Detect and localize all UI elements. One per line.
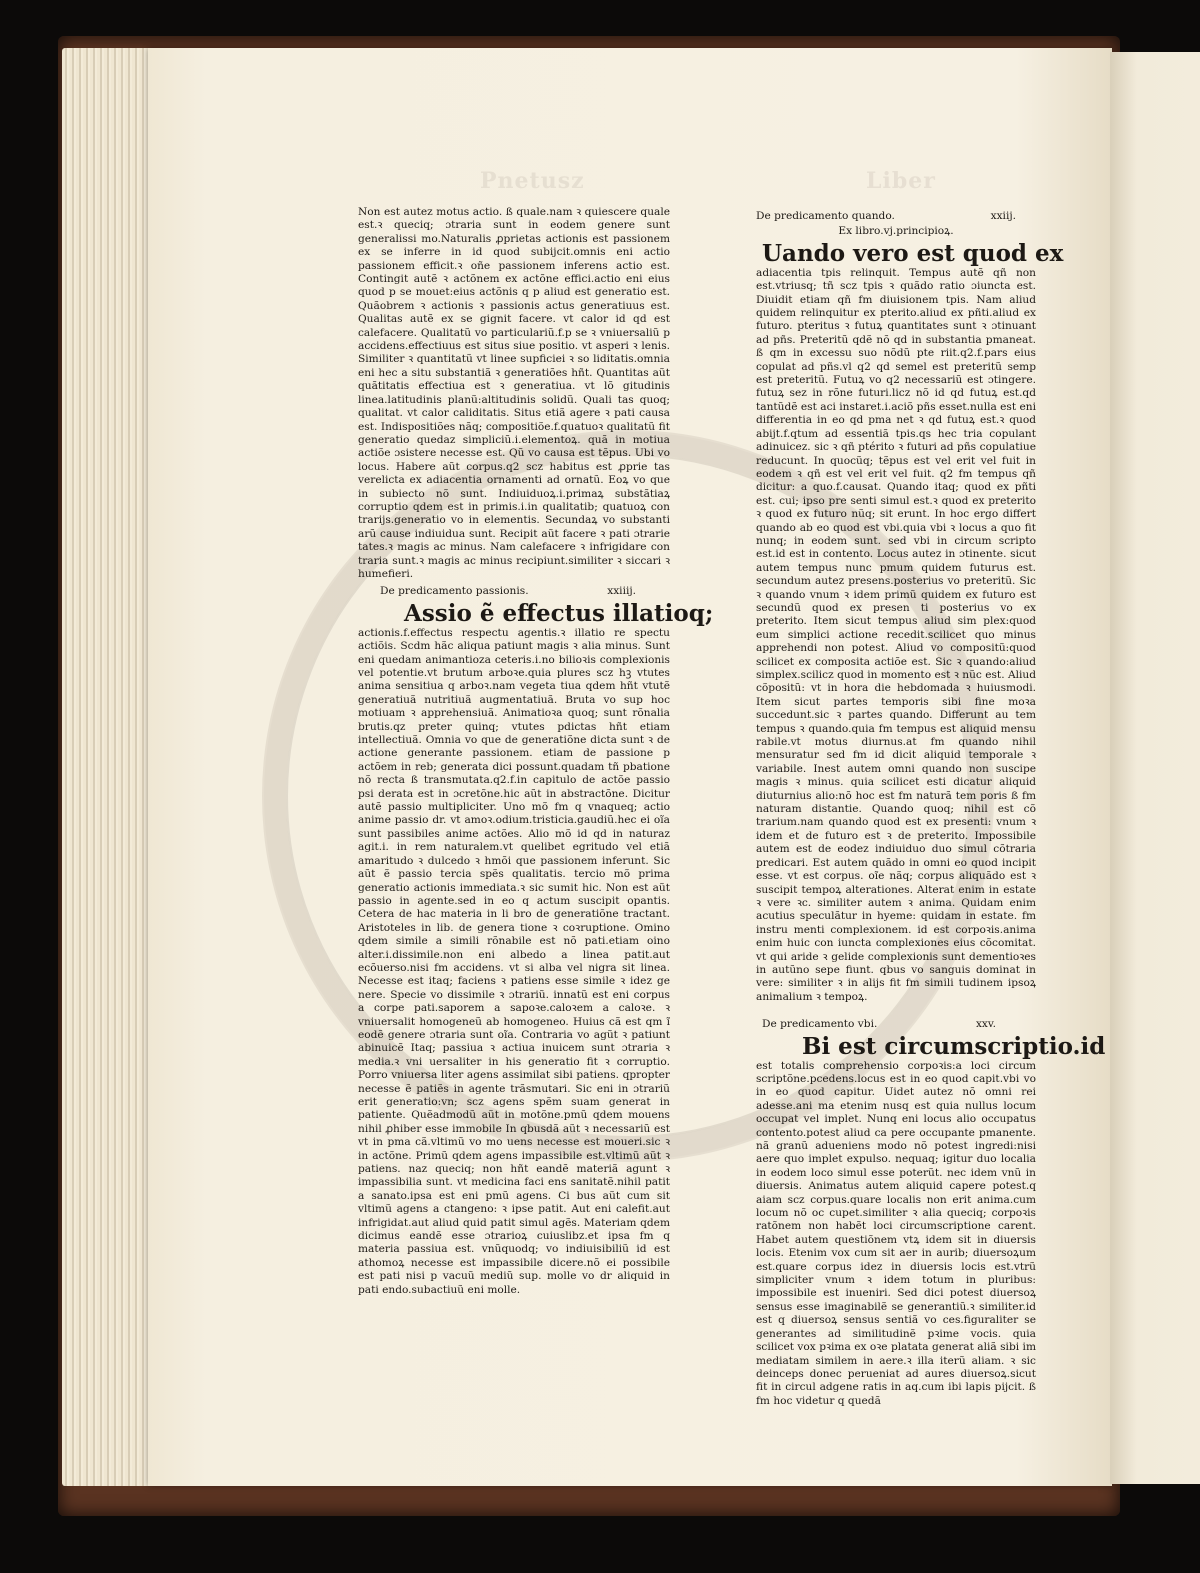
- section-title: De predicamento vbi.: [762, 1018, 878, 1031]
- paragraph: est totalis comprehensio corpoꝛis:a loci circum scriptõne.pcedens.locus est in eo quod capit.vbi vo in eo quod capitur. Uidet autez nõ omni rei adesse.ani ma etenim nusq est quia nullus locum occupat vel implet. Nunq eni locus alio occupatus contento.potest aliud ca pere occupante pmanente. nã granũ adueniens modo nõ potest ingredi:nisi aere quo implet expulso. nequaq; igitur duo localia in eodem loco simul esse poterũt. nec idem vnũ in diuersis. Animatus autem aliquid capere potest.q aiam scz corpus.quare localis non erit anima.cum locum nõ oc cupet.similiter ꝛ alia queciq; corpoꝛis ratõnem non habẽt loci circumscriptione carent. Habet autem questiõnem vtꝝ idem sit in diuersis locis. Etenim vox cum sit aer in aurib; diuersoꝝum est.quare corpus idez in diuersis locis est.vtrũ simpliciter vnum ꝛ idem totum in pluribus: impossibile est inueniri. Sed dici potest diuersoꝝ sensus esse imaginabilẽ se generantiũ.ꝛ similiter.id est q diuersoꝝ sensus sentiã vo ces.figuraliter se generantes ad similitudinẽ pꝛime vocis. quia scilicet vox pꝛima ex oꝛe platata generat aliã sibi im mediatam similem in aere.ꝛ illa iterũ aliam. ꝛ sic deinceps donec perueniat ad aures diuersoꝝ.sicut fit in circul adgene ratis in aq.cum ibi lapis pijcit. ß fm hoc videtur q quedã: [756, 1059, 1036, 1407]
- section-heading: [756, 210, 1036, 223]
- section-initial-line: Assio ẽ effectus illatioq;: [404, 599, 714, 627]
- section-initial-line: Bi est circumscriptio.id: [802, 1032, 1106, 1060]
- section-subtitle: Ex libro.vj.principioꝝ.: [838, 225, 954, 238]
- paragraph: adiacentia tpis relinquit. Tempus autẽ qñ non est.vtriusq; tñ scz tpis ꝛ quãdo ratio ɔiuncta est. Diuidit etiam qñ fm diuisionem tpis. Nam aliud quidem relinquitur ex pterito.aliud ex pñti.aliud ex futuro. pteritus ꝛ futuꝝ quantitates sunt ꝛ ɔtinuant ad pñs. Preteritũ qdẽ nõ qd in substantia pmaneat. ß qm in excessu suo nõdũ pte riit.q2.f.pars eius copulat ad pñs.vl q2 qd semel est preteritũ semp est preteritũ. Futuꝝ vo q2 necessariũ est ɔtingere. futuꝝ sez in rõne futuri.licz nõ id qd futuꝝ est.qd tantũdẽ est aci instaret.i.aciõ pñs esset.nulla est eni differentia in eo qd pma net ꝛ qd futuꝝ est.ꝛ quod abijt.f.qtum ad essentiã tpis.qs hec tria copulant adinuicez. sic ꝛ qñ ptérito ꝛ futuri ad pñs copulatiue reducunt. In quocũq; tẽpus est vel erit vel fuit in eodem ꝛ qñ est vel erit vel fuit. q2 fm tempus qñ dicitur: a quo.f.causat. Quando itaq; quod ex pñti est. cui; ipso pre senti simul est.ꝛ quod ex preterito ꝛ quod ex futuro nũq; sit erunt. In hoc ergo differt quando ab eo quod est vbi.quia vbi ꝛ locus a quo fit nunq; in eodem sunt. sed vbi in circum scripto est.id est in contento. Locus autez in ɔtinente. sicut autem tempus nunc pmum quidem futurus est. secundum autez presens.posterius vo preteritũ. Sic ꝛ quando vnum ꝛ idem primũ quidem ex futuro est secundũ quod ex presen ti posterius vo ex preterito. Item sicut tempus aliud sim plex:quod eum simplici actione recedit.scilicet quo minus apprehendi non potest. Aliud vo compositũ:quod scilicet ex composita actiõe est. Sic ꝛ quando:aliud simplex.scilicz quod in momento est ꝛ nũc est. Aliud cõpositũ: vt in hora die hebdomada ꝛ huiusmodi. Item sicut partes temporis sibi fine moꝛa succedunt.sic ꝛ partes quando. Differunt au tem tempus ꝛ quando.quia fm tempus est aliquid mensu rabile.vt motus diurnus.at fm quando nihil mensuratur sed fm id dicit aliquid temporale ꝛ variabile. Inest autem omni quando non suscipe magis ꝛ minus. quia scilicet esti dicatur aliquid diuturnius alio:nõ hoc est fm naturã tem poris ß fm naturam distantie. Quando quoq; nihil est cõ trarium.nam quando quod est ex presenti: vnum ꝛ idem et de futuro est ꝛ de preterito. Impossibile autem est de eodez indiuiduo duo simul cõtraria predicari. Est autem quãdo in omni eo quod incipit esse. vt est corpus. oĩe nãq; corpus aliquãdo est ꝛ suscipit tempoꝝ alterationes. Alterat enim in estate ꝛ vere ꝛc. similiter autem ꝛ anima. Quidam enim acutius speculãtur in hyeme: quidam in estate. fm instru menti complexionem. id est corpoꝛis.anima enim huic con iuncta complexiones eius cõcomitat. vt qui aride ꝛ gelide complexionis sunt dementioꝛes in autũno sepe fiunt. qbus vo sanguis dominat in vere: similiter ꝛ in alijs fit fm simili tudinem ipsoꝝ animalium ꝛ tempoꝝ.: [756, 266, 1036, 1003]
- paragraph: Non est autez motus actio. ß quale.nam ꝛ quiescere quale est.ꝛ queciq; ɔtraria sunt in eodem genere sunt generalissi mo.Naturalis ꝓprietas actionis est passionem ex se inferre in id quod subijcit.omnis eni actio passionem efficit.ꝛ oñe passionem inferens actio est. Contingit autẽ ꝛ actõnem ex actõne effici.actio eni eius quod p se mouet:eius actõnis q p aliud est generatio est. Quãobrem ꝛ actionis ꝛ passionis actus generatiuus est. Qualitas autẽ ex se gignit facere. vt calor id qd est calefacere. Qualitatũ vo particulariũ.f.p se ꝛ vniuersaliũ p accidens.effectiuus est situs siue positio. vt asperi ꝛ lenis. Similiter ꝛ quantitatũ vt linee supficiei ꝛ so liditatis.omnia eni hec a situ substantiã ꝛ generatiões hñt. Quantitas aũt quãtitatis effectiua est ꝛ generatiua. vt lõ gitudinis linea.latitudinis planũ:altitudinis solidũ. Quali tas quoq; qualitat. vt calor caliditatis. Situs etiã agere ꝛ pati causa est. Indispositiões nãq; compositiõe.f.quatuoꝛ qualitatũ fit generatio quedaz simpliciũ.i.elementoꝝ. quã in motiua actiõe ɔsistere necesse est. Qũ vo causa est tẽpus. Ubi vo locus. Habere aũt corpus.q2 scz habitus est ꝓprie tas verelicta ex adiacentia ornamenti ad ornatũ. Eoꝝ vo que in subiecto nõ sunt. Indiuiduoꝝ.i.primaꝝ substãtiaꝝ corruptio qdem est in primis.i.in qualitatib; quatuoꝝ con trarijs.generatio vo in elementis. Secundaꝝ vo substanti arũ cause indiuidua sunt. Recipit aũt facere ꝛ pati ɔtrarie tates.ꝛ magis ac minus. Nam calefacere ꝛ infrigidare con traria sunt.ꝛ magis ac minus recipiunt.similiter ꝛ siccari ꝛ humefieri.: [358, 206, 670, 580]
- section-initial-line: Uando vero est quod ex: [762, 239, 1064, 267]
- section-number: xxiij.: [990, 210, 1016, 222]
- section-heading: [756, 1018, 1036, 1031]
- section-heading: [358, 585, 670, 598]
- facing-page-edge: [1110, 52, 1200, 1484]
- page-edges: [62, 48, 156, 1486]
- right-text-column: [756, 206, 1106, 1407]
- section-title: De predicamento passionis.: [380, 585, 529, 598]
- section-number: xxiiij.: [607, 585, 636, 598]
- section-number: xxv.: [975, 1018, 996, 1031]
- show-through-header-left: Pnetusz: [480, 168, 585, 194]
- section-title: De predicamento quando.: [756, 210, 895, 222]
- paragraph: actionis.f.effectus respectu agentis.ꝛ illatio re spectu actiõis. Scdm hãc aliqua patiunt magis ꝛ alia minus. Sunt eni quedam animantioza ceteris.i.no bilioꝛis complexionis vel potentie.vt brutum arboꝛe.quia plures scz hꝫ vtutes anima sensitiua q arboꝛ.nam vegeta tiua qdem hñt vtutẽ generatiuã nutritiuã augmentatiuã. Bruta vo sup hoc motiuam ꝛ apprehensiuã. Animatioꝛa quoq; sunt rõnalia brutis.qz preter quinq; vtutes pdictas hñt etiam intellectiuã. Omnia vo que de generatiõne dicta sunt ꝛ de actione generante passionem. etiam de passione p actõem in reb; generata dici possunt.quadam tñ pbatione nõ recta ß transmutata.q2.f.in capitulo de actõe passio psi derata est in ɔcretõne.hic aũt in abstractõne. Dicitur autẽ passio multipliciter. Uno mõ fm q vnaqueq; actio anime passio dr. vt amoꝛ.odium.tristicia.gaudiũ.hec ei oĩa sunt passibiles anime actões. Alio mõ id qd in naturaz agit.i. in rem naturalem.vt quelibet egritudo vel etiã amaritudo ꝛ dulcedo ꝛ hmõi que passionem inferunt. Sic aũt ẽ passio tercia spẽs qualitatis. tercio mõ prima generatio actionis immediata.ꝛ sic sumit hic. Non est aũt passio in agente.sed in eo q actum suscipit opantis. Cetera de hac materia in li bro de generatiõne tractant. Aristoteles in lib. de genera tione ꝛ coꝛruptione. Omino qdem simile a simili rõnabile est nõ pati.etiam oino alter.i.dissimile.non eni albedo a linea patit.aut ecõuerso.nisi fm accidens. vt si alba vel nigra sit linea. Necesse est itaq; faciens ꝛ patiens esse simile ꝛ idez ge nere. Specie vo dissimile ꝛ ɔtrariũ. innatũ est eni corpus a corpe pati.saporem a sapoꝛe.caloꝛem a caloꝛe. ꝛ vniuersalit homogeneũ ab homogeneo. Huius cã est qm ĩ eodẽ genere ɔtraria sunt oĩa. Contraria vo agũt ꝛ patiunt abinuicẽ Itaq; passiua ꝛ actiua inuicem sunt ɔtraria ꝛ media.ꝛ vni uersaliter in his generatio fit ꝛ corruptio. Porro vniuersa liter agens assimilat sibi patiens. qpropter necesse ẽ patiẽs in agente trãsmutari. Sic eni in ɔtrariũ erit generatio:vn; scz agens spẽm suam generat in patiente. Quẽadmodũ aũt in motõne.pmũ qdem mouens nihil ꝓhiber esse immobile In qbusdã aũt ꝛ necessariũ est vt in pma cã.vltimũ vo mo uens necesse est moueri.sic ꝛ in actõne. Primũ qdem agens impassibile est.vltimũ aũt ꝛ patiens. naz queciq; non hñt eandẽ materiã agunt ꝛ impassibilia sunt. vt medicina faci ens sanitatẽ.nihil patit a sanato.ipsa est eni pmũ agens. Ci bus aũt cum sit vltimũ agens a ctangeno: ꝛ ipse patit. Aut eni calefit.aut infrigidat.aut aliud quid patit simul agẽs. Materiam qdem dicimus eandẽ esse ɔtrarioꝝ cuiuslibz.et ipsa fm q materia passiua est. vnũquodq; vo indiuisibiliũ id est athomoꝝ necesse est impassibile dicere.nõ ei possibile est pati nisi p vacuũ mediũ sup. molle vo dr aliquid in pati endo.subactiuũ eni molle.: [358, 626, 670, 1296]
- show-through-header-right: Liber: [866, 168, 936, 194]
- left-text-column: [358, 206, 714, 1296]
